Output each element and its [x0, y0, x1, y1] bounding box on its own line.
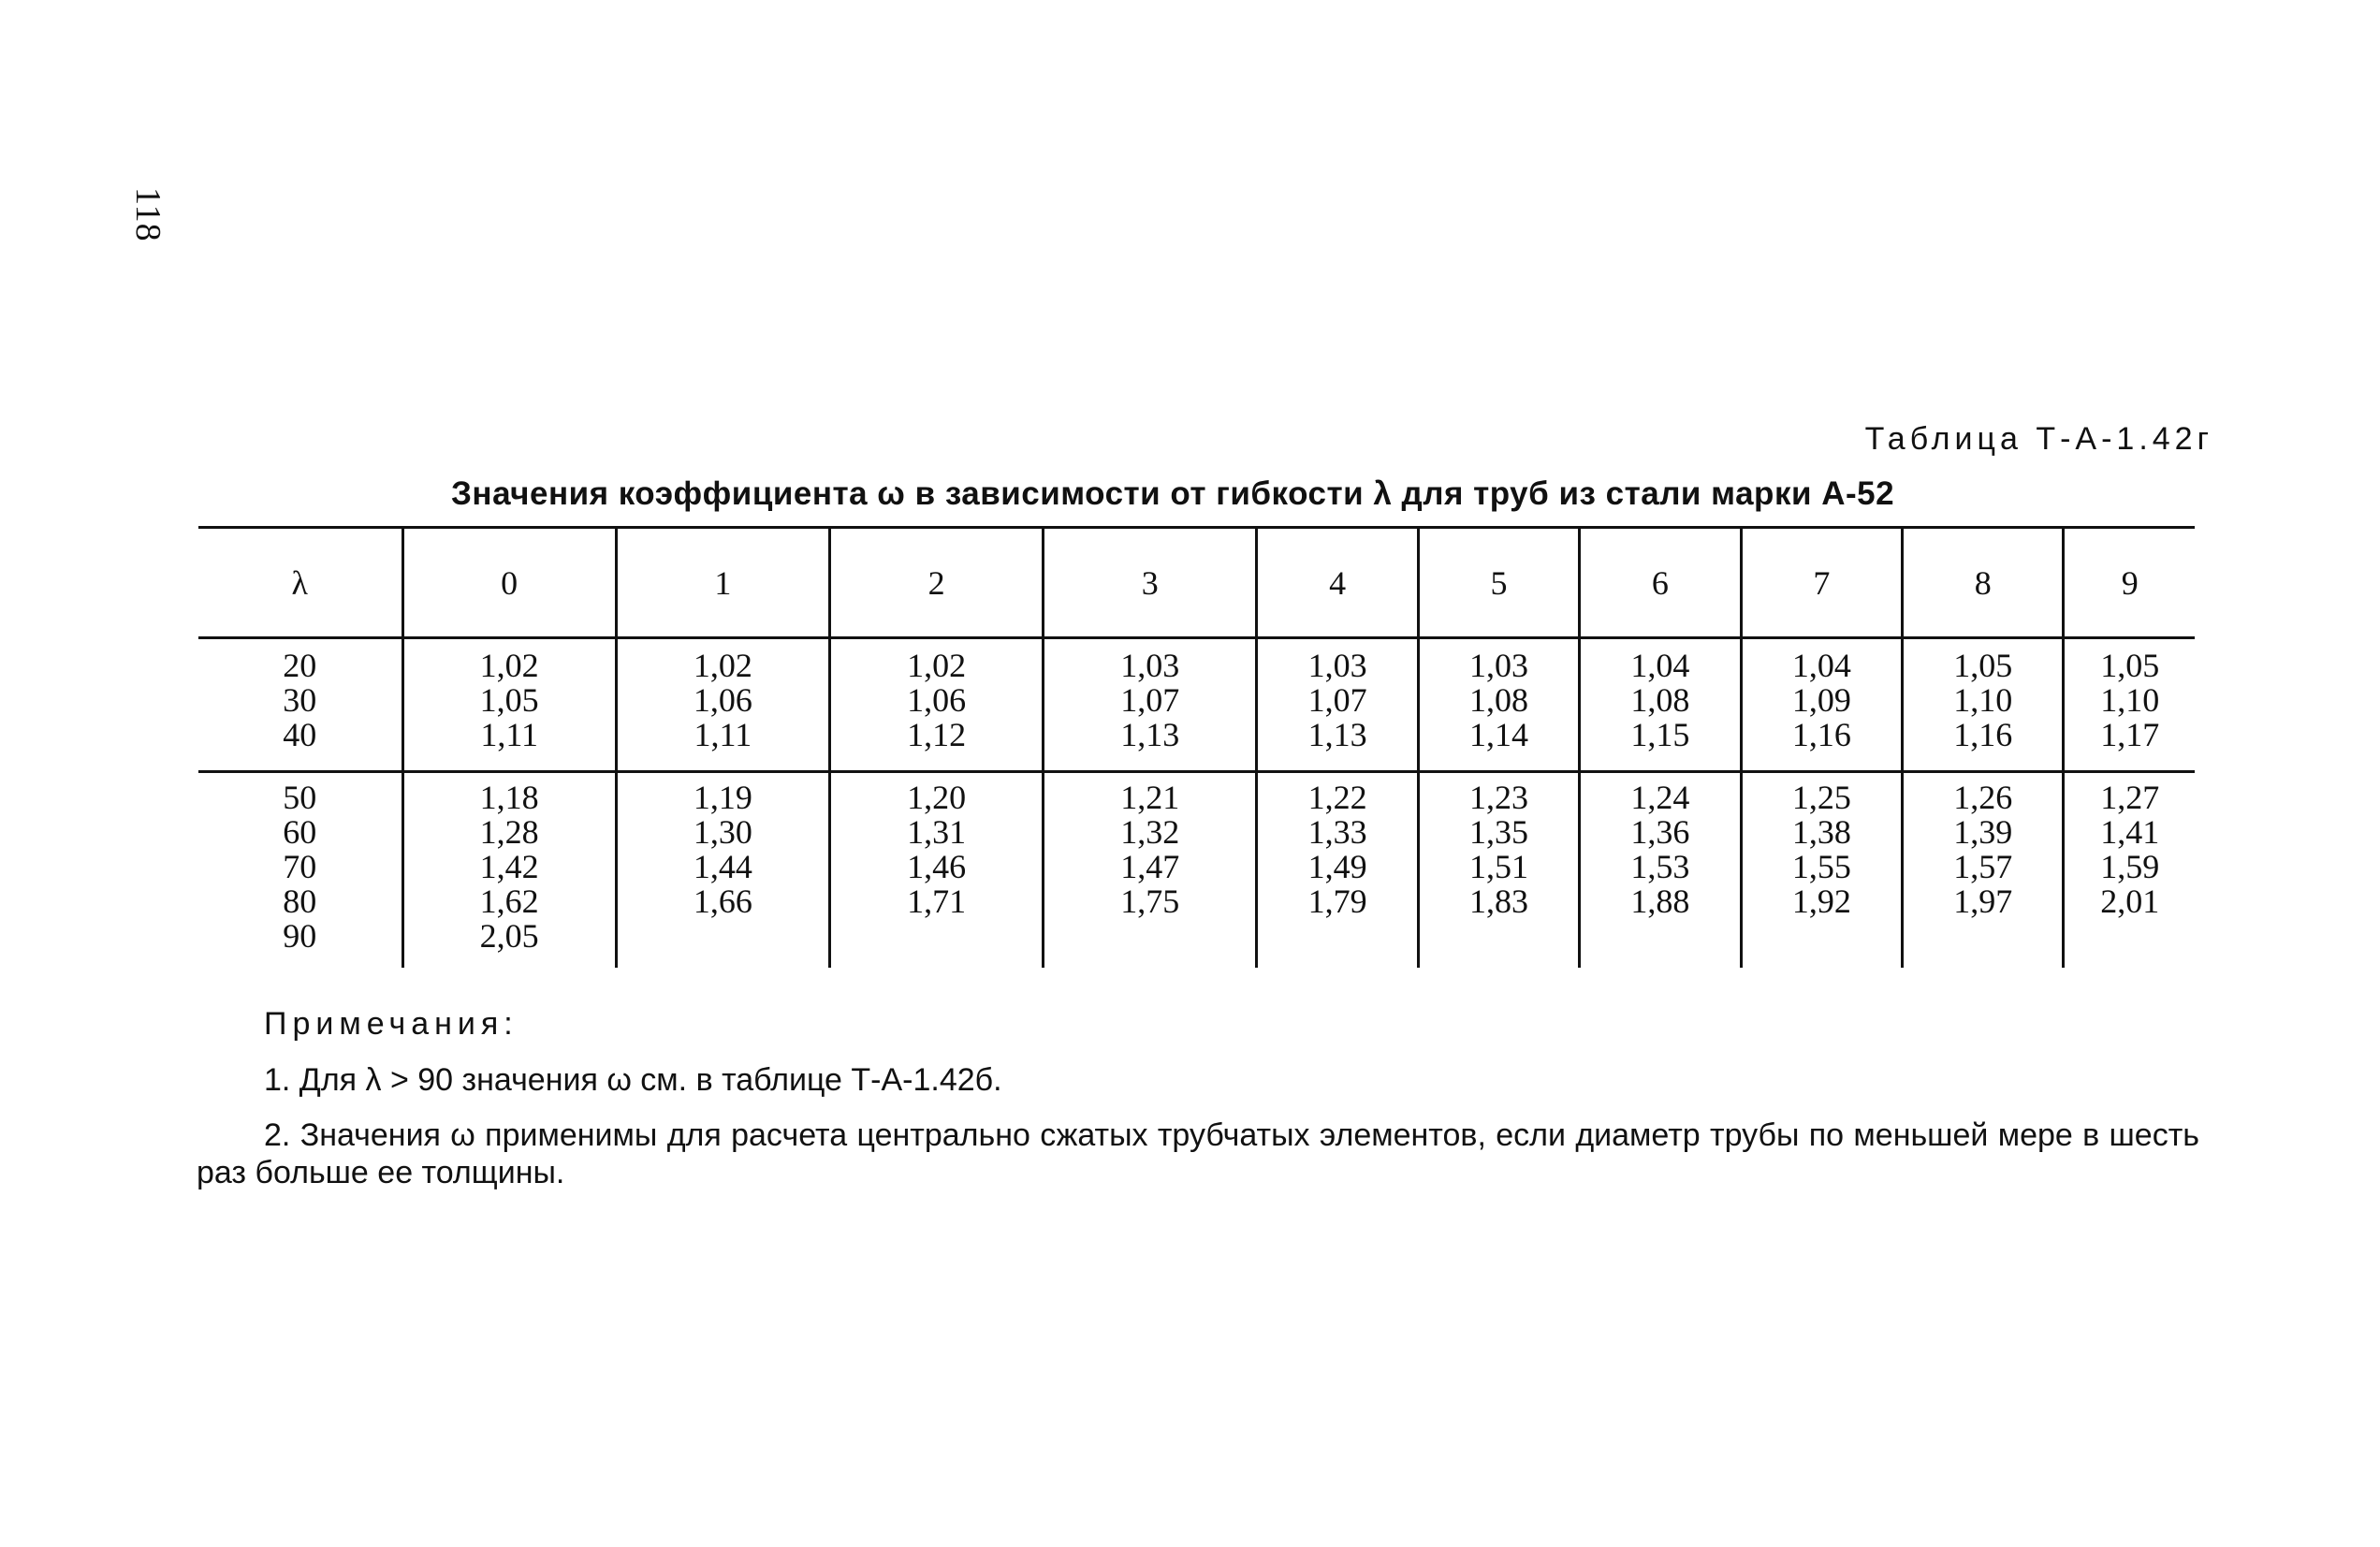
lambda-cell — [198, 772, 402, 969]
coefficient-value: 1,75 — [1120, 883, 1180, 920]
coefficient-value: 1,47 — [1120, 848, 1180, 885]
coefficient-value: 1,41 — [2100, 813, 2160, 851]
coefficient-value: 1,25 — [1791, 779, 1851, 816]
coefficient-value: 1,28 — [479, 813, 539, 851]
value-cell — [1741, 772, 1902, 969]
coefficient-value: 1,62 — [479, 883, 539, 920]
coefficient-value: 1,19 — [693, 779, 752, 816]
coefficient-value: 1,06 — [907, 681, 967, 719]
header-lambda: λ — [198, 528, 402, 638]
coefficient-value: 1,07 — [1307, 681, 1367, 719]
coefficient-value: 1,08 — [1630, 681, 1690, 719]
coefficient-value: 1,36 — [1630, 813, 1690, 851]
lambda-value: 20 — [283, 647, 317, 684]
value-cell — [402, 772, 616, 969]
coefficient-value: 1,49 — [1307, 848, 1367, 885]
coefficient-value: 1,83 — [1469, 883, 1528, 920]
coefficient-value: 1,13 — [1120, 716, 1180, 753]
coefficient-value: 1,51 — [1469, 848, 1528, 885]
header-col-0: 0 — [402, 528, 616, 638]
coefficient-value: 1,03 — [1120, 647, 1180, 684]
coefficient-value: 1,21 — [1120, 779, 1180, 816]
coefficient-value: 1,13 — [1307, 716, 1367, 753]
coefficient-value: 1,16 — [1791, 716, 1851, 753]
header-col-6: 6 — [1580, 528, 1741, 638]
coefficient-value: 1,08 — [1469, 681, 1528, 719]
coefficient-value: 1,02 — [479, 647, 539, 684]
coefficient-value: 1,39 — [1953, 813, 2013, 851]
header-col-7: 7 — [1741, 528, 1902, 638]
header-col-3: 3 — [1044, 528, 1257, 638]
coefficient-value: 1,10 — [2100, 681, 2160, 719]
coefficient-value: 1,46 — [907, 848, 967, 885]
lambda-value: 90 — [283, 917, 317, 955]
coefficient-value: 1,10 — [1953, 681, 2013, 719]
coefficient-value: 1,30 — [693, 813, 752, 851]
coefficient-value: 1,03 — [1307, 647, 1367, 684]
header-col-8: 8 — [1903, 528, 2064, 638]
coefficient-value: 1,05 — [479, 681, 539, 719]
coefficient-value: 2,01 — [2100, 883, 2160, 920]
coefficient-value: 1,79 — [1307, 883, 1367, 920]
coefficient-value: 1,16 — [1953, 716, 2013, 753]
value-cell — [402, 638, 616, 772]
header-col-2: 2 — [829, 528, 1043, 638]
notes-title: Примечания: — [264, 1006, 518, 1042]
table-caption: Значения коэффициента ω в зависимости от гибкости λ для труб из стали марки А-52 — [451, 475, 1895, 512]
header-col-9: 9 — [2064, 528, 2195, 638]
value-cell — [616, 638, 829, 772]
coefficient-value: 1,07 — [1120, 681, 1180, 719]
value-cell — [1418, 638, 1579, 772]
coefficient-value: 1,97 — [1953, 883, 2013, 920]
value-cell — [829, 638, 1043, 772]
value-cell — [1044, 772, 1257, 969]
coefficient-table — [198, 526, 2195, 968]
value-cell — [1903, 638, 2064, 772]
coefficient-value: 1,38 — [1791, 813, 1851, 851]
value-cell — [1257, 772, 1418, 969]
value-cell — [2064, 772, 2195, 969]
coefficient-value: 1,02 — [907, 647, 967, 684]
table-row — [198, 638, 2195, 772]
table-label: Таблица Т-А-1.42г — [1864, 421, 2213, 457]
value-cell — [1580, 638, 1741, 772]
coefficient-value: 1,05 — [2100, 647, 2160, 684]
table-header-row — [198, 528, 2195, 638]
coefficient-value: 1,59 — [2100, 848, 2160, 885]
value-cell — [1580, 772, 1741, 969]
coefficient-value: 1,44 — [693, 848, 752, 885]
coefficient-value: 1,92 — [1791, 883, 1851, 920]
coefficient-value: 1,53 — [1630, 848, 1690, 885]
coefficient-value: 1,31 — [907, 813, 967, 851]
coefficient-value: 1,02 — [693, 647, 752, 684]
table-row — [198, 772, 2195, 969]
value-cell — [1418, 772, 1579, 969]
coefficient-value: 2,05 — [479, 917, 539, 955]
lambda-value: 70 — [283, 848, 317, 885]
value-cell — [1903, 772, 2064, 969]
note-2: 2. Значения ω применимы для расчета центрально сжатых трубчатых элементов, если диаметр трубы по меньшей мере в шесть раз больше ее толщины. — [197, 1117, 2199, 1190]
coefficient-value: 1,14 — [1469, 716, 1528, 753]
value-cell — [829, 772, 1043, 969]
header-col-1: 1 — [616, 528, 829, 638]
lambda-cell — [198, 638, 402, 772]
lambda-value: 30 — [283, 681, 317, 719]
table-group-50-90 — [198, 772, 2195, 969]
value-cell — [2064, 638, 2195, 772]
coefficient-value: 1,71 — [907, 883, 967, 920]
coefficient-value: 1,06 — [693, 681, 752, 719]
coefficient-value: 1,11 — [480, 716, 538, 753]
value-cell — [616, 772, 829, 969]
coefficient-value: 1,33 — [1307, 813, 1367, 851]
value-cell — [1044, 638, 1257, 772]
header-col-4: 4 — [1257, 528, 1418, 638]
value-cell — [1257, 638, 1418, 772]
coefficient-value: 1,03 — [1469, 647, 1528, 684]
coefficient-value: 1,42 — [479, 848, 539, 885]
coefficient-value: 1,12 — [907, 716, 967, 753]
coefficient-value: 1,88 — [1630, 883, 1690, 920]
coefficient-value: 1,27 — [2100, 779, 2160, 816]
coefficient-value: 1,32 — [1120, 813, 1180, 851]
coefficient-value: 1,20 — [907, 779, 967, 816]
lambda-value: 40 — [283, 716, 317, 753]
coefficient-value: 1,04 — [1791, 647, 1851, 684]
coefficient-value: 1,23 — [1469, 779, 1528, 816]
coefficient-value: 1,18 — [479, 779, 539, 816]
value-cell — [1741, 638, 1902, 772]
coefficient-value: 1,22 — [1307, 779, 1367, 816]
coefficient-value: 1,66 — [693, 883, 752, 920]
coefficient-value: 1,04 — [1630, 647, 1690, 684]
coefficient-value: 1,09 — [1791, 681, 1851, 719]
note-1: 1. Для λ > 90 значения ω см. в таблице Т-А-1.42б. — [264, 1062, 1002, 1098]
coefficient-value: 1,17 — [2100, 716, 2160, 753]
coefficient-value: 1,26 — [1953, 779, 2013, 816]
header-col-5: 5 — [1418, 528, 1579, 638]
table-group-20-40 — [198, 638, 2195, 772]
coefficient-value: 1,11 — [694, 716, 752, 753]
coefficient-value: 1,05 — [1953, 647, 2013, 684]
lambda-value: 80 — [283, 883, 317, 920]
coefficient-value: 1,35 — [1469, 813, 1528, 851]
coefficient-value: 1,57 — [1953, 848, 2013, 885]
coefficient-value: 1,55 — [1791, 848, 1851, 885]
page-number: 118 — [128, 187, 168, 242]
lambda-value: 50 — [283, 779, 317, 816]
coefficient-value: 1,15 — [1630, 716, 1690, 753]
lambda-value: 60 — [283, 813, 317, 851]
coefficient-value: 1,24 — [1630, 779, 1690, 816]
